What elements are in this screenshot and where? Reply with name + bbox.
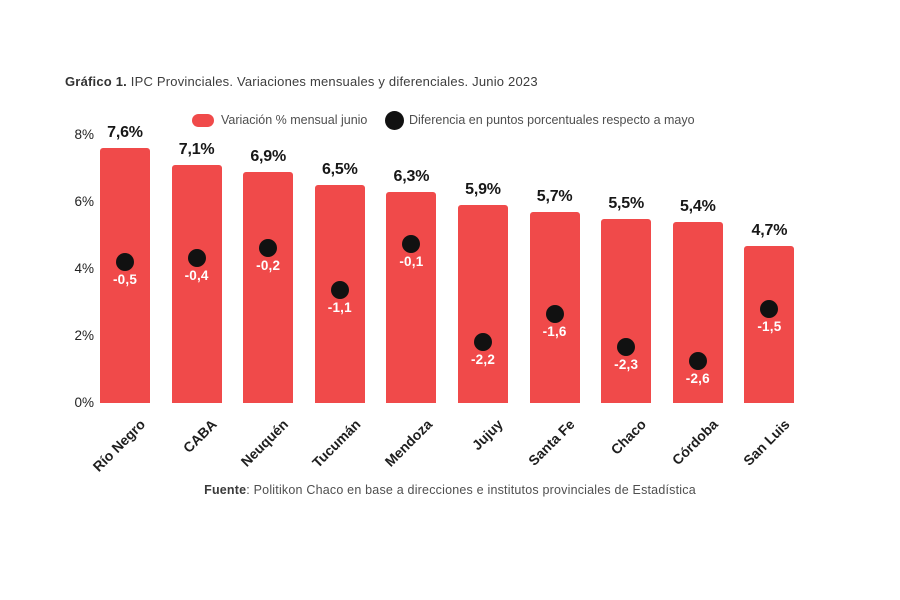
bar-value-label-santa-fe: 5,7% [536, 188, 573, 206]
source-note-prefix: Fuente [204, 483, 247, 497]
diff-value-label-cordoba: -2,6 [685, 370, 710, 386]
y-axis-tick-label: 2% [74, 328, 94, 343]
chart-title-prefix: Gráfico 1. [65, 74, 127, 89]
y-axis-tick-label: 8% [74, 127, 94, 142]
x-axis-label-jujuy: Jujuy [469, 416, 507, 454]
bar-mendoza [386, 192, 436, 403]
x-axis-label-neuquen: Neuquén [237, 416, 292, 470]
bar-value-label-chaco: 5,5% [608, 194, 645, 212]
bar-chaco [601, 219, 651, 403]
x-axis-label-caba: CABA [180, 416, 220, 456]
bar-value-label-san-luis: 4,7% [751, 221, 788, 239]
x-axis-label-cordoba: Córdoba [669, 416, 722, 469]
x-axis-label-rio-negro: Río Negro [89, 416, 149, 475]
x-axis-label-tucuman: Tucumán [308, 416, 364, 471]
diff-value-label-neuquen: -0,2 [256, 258, 281, 274]
bar-value-label-cordoba: 5,4% [679, 198, 716, 216]
diff-value-label-tucuman: -1,1 [327, 300, 352, 316]
x-axis-label-san-luis: San Luis [740, 416, 793, 469]
x-axis-label-mendoza: Mendoza [381, 416, 435, 470]
bar-value-label-caba: 7,1% [178, 141, 215, 159]
diff-value-label-rio-negro: -0,5 [112, 272, 138, 288]
x-axis-label-santa-fe: Santa Fe [525, 416, 578, 469]
diff-value-label-santa-fe: -1,6 [542, 323, 567, 339]
bar-value-label-rio-negro: 7,6% [107, 124, 143, 142]
bar-value-label-jujuy: 5,9% [465, 181, 501, 199]
y-axis-tick-label: 6% [74, 194, 94, 209]
bar-jujuy [458, 205, 508, 403]
diff-dot-chaco [617, 338, 635, 356]
diff-value-label-mendoza: -0,1 [399, 253, 424, 269]
diff-dot-mendoza [402, 235, 420, 253]
chart-title-text: IPC Provinciales. Variaciones mensuales y diferenciales. Junio 2023 [126, 74, 538, 89]
dot-series-legend-label: Diferencia en puntos porcentuales respecto a mayo [409, 113, 695, 127]
bar-value-label-mendoza: 6,3% [393, 167, 430, 185]
source-note-text: : Politikon Chaco en base a direcciones e institutos provinciales de Estadística [246, 483, 696, 497]
diff-dot-jujuy [474, 333, 492, 351]
y-axis-tick-label: 4% [74, 261, 94, 276]
source-note [0, 483, 900, 497]
diff-value-label-jujuy: -2,2 [470, 352, 496, 368]
bar-value-label-tucuman: 6,5% [321, 161, 358, 179]
x-axis-label-chaco: Chaco [607, 416, 650, 458]
diff-value-label-chaco: -2,3 [614, 356, 639, 372]
diff-dot-santa-fe [546, 305, 564, 323]
bar-neuquen [243, 172, 293, 403]
diff-dot-cordoba [689, 352, 707, 370]
bar-caba [172, 165, 222, 403]
bar-series-legend-label: Variación % mensual junio [221, 113, 368, 127]
y-axis-tick-label: 0% [74, 395, 94, 410]
diff-value-label-caba: -0,4 [184, 267, 209, 283]
diff-value-label-san-luis: -1,5 [757, 319, 782, 335]
diff-dot-caba [188, 249, 206, 267]
bar-value-label-neuquen: 6,9% [250, 147, 287, 165]
